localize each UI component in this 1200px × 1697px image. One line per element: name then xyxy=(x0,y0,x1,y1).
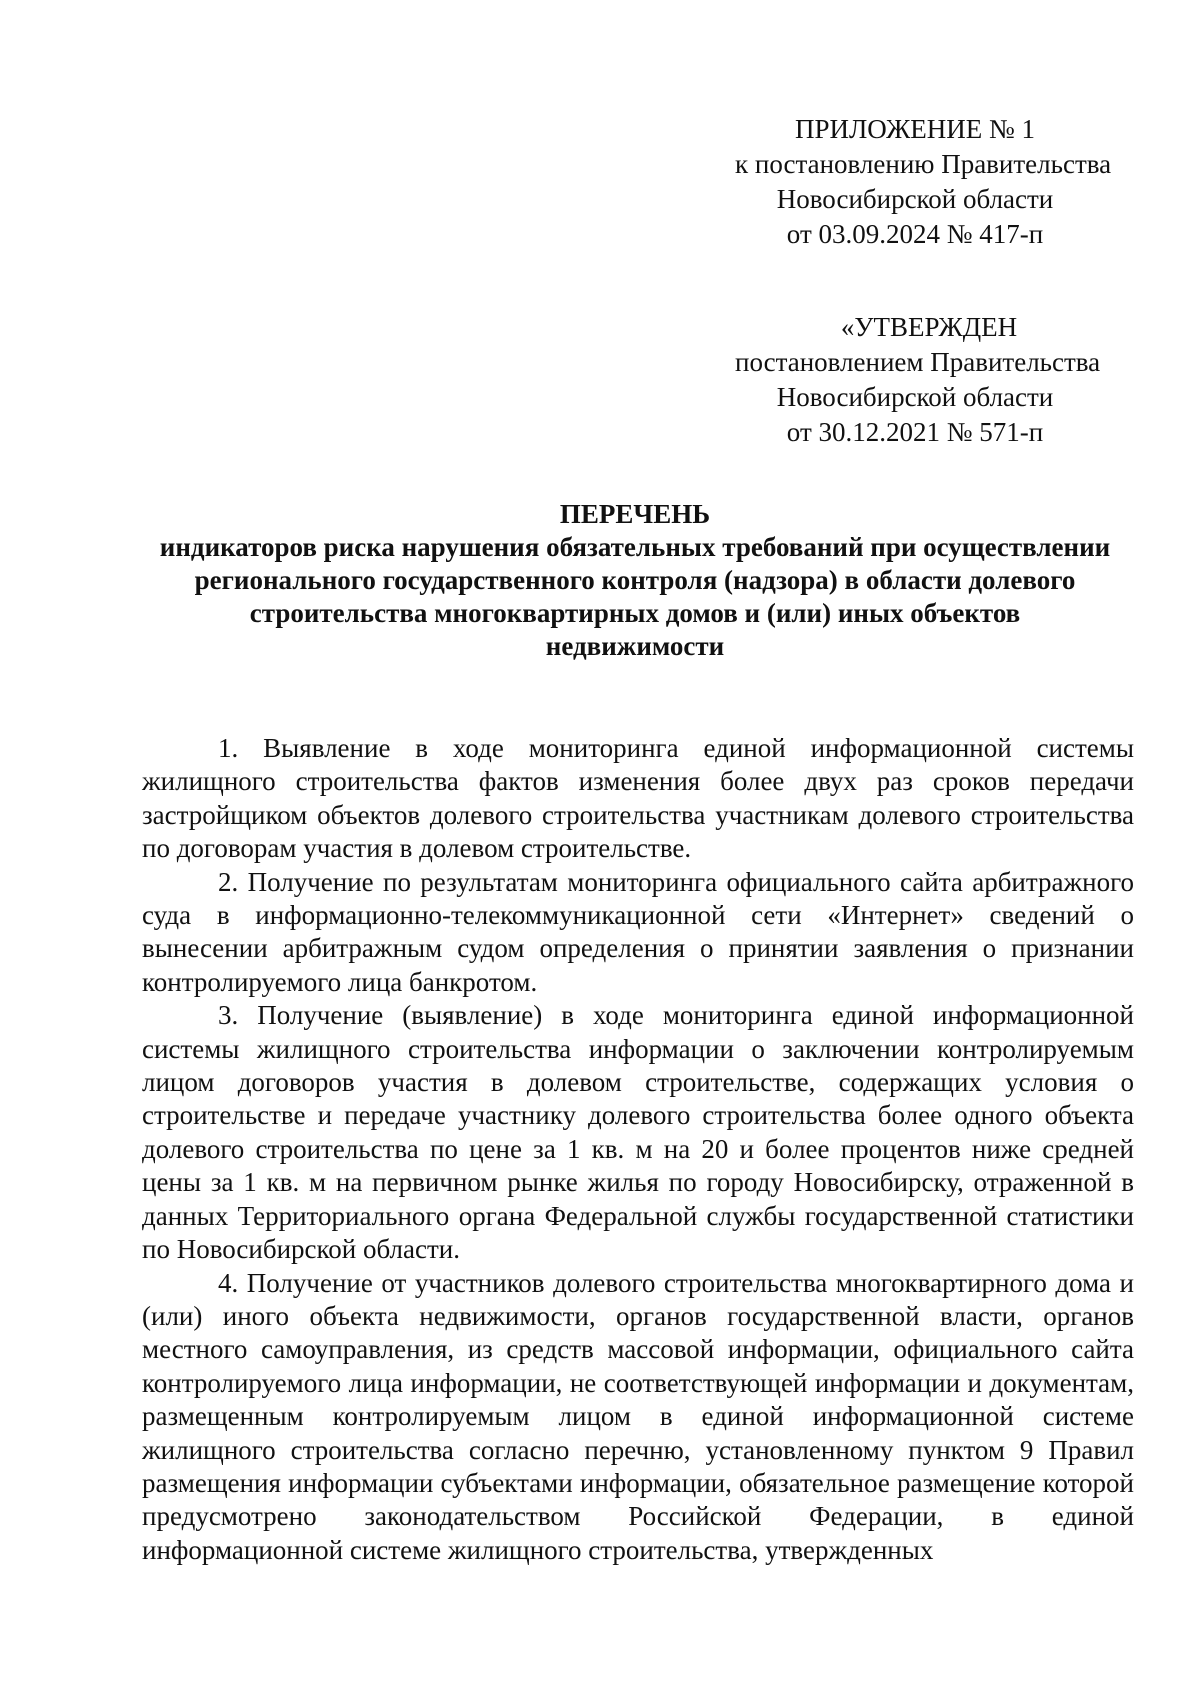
list-item-3: 3. Получение (выявление) в ходе мониторинга единой информационной системы жилищного строительства информации о заключении контролируемым лицом договоров участия в долевом строительстве, содержащих условия о строительстве и передаче участнику долевого строительства более одного объекта долевого строительства по цене за 1 кв. м на 20 и более процентов ниже средней цены за 1 кв. м на первичном рынке жилья по городу Новосибирску, отраженной в данных Территориального органа Федеральной службы государственной статистики по Новосибирской области. xyxy=(142,1000,1134,1265)
heading-title: ПЕРЕЧЕНЬ xyxy=(559,499,711,529)
heading-line-4: недвижимости xyxy=(545,631,725,661)
list-item-1: 1. Выявление в ходе мониторинга единой информационной системы жилищного строительства фактов изменения более двух раз сроков передачи застройщиком объектов долевого строительства участникам долевого строительства по договорам участия в долевом строительстве. xyxy=(142,733,1134,864)
document-heading xyxy=(140,498,1130,663)
appendix-line-3: Новосибирской области xyxy=(776,184,1054,214)
appendix-title: ПРИЛОЖЕНИЕ № 1 xyxy=(794,114,1036,144)
approved-header xyxy=(735,310,1101,450)
appendix-header xyxy=(735,112,1112,252)
approved-line-2: постановлением Правительства xyxy=(735,347,1101,377)
appendix-line-4: от 03.09.2024 № 417-п xyxy=(786,219,1044,249)
approved-title: «УТВЕРЖДЕН xyxy=(840,312,1018,342)
appendix-line-2: к постановлению Правительства xyxy=(735,149,1112,179)
approved-line-3: Новосибирской области xyxy=(776,382,1054,412)
heading-line-2: регионального государственного контроля (надзора) в области долевого xyxy=(194,565,1076,595)
list-item-4: 4. Получение от участников долевого строительства многоквартирного дома и (или) иного объекта недвижимости, органов государственной власти, органов местного самоуправления, из средств массовой информации, официального сайта контролируемого лица информации, не соответствующей информации и документам, размещенным контролируемым лицом в единой информационной системе жилищного строительства согласно перечню, установленному пунктом 9 Правил размещения информации субъектами информации, обязательное размещение которой предусмотрено законодательством Российской Федерации, в единой информационной системе жилищного строительства, утвержденных xyxy=(142,1267,1134,1565)
heading-line-1: индикаторов риска нарушения обязательных требований при осуществлении xyxy=(159,532,1111,562)
approved-line-4: от 30.12.2021 № 571-п xyxy=(786,417,1044,447)
document-body xyxy=(142,732,1134,1567)
heading-line-3: строительства многоквартирных домов и (или) иных объектов xyxy=(249,598,1021,628)
list-item-2: 2. Получение по результатам мониторинга официального сайта арбитражного суда в информационно-телекоммуникационной сети «Интернет» сведений о вынесении арбитражным судом определения о принятии заявления о признании контролируемого лица банкротом. xyxy=(142,866,1134,997)
